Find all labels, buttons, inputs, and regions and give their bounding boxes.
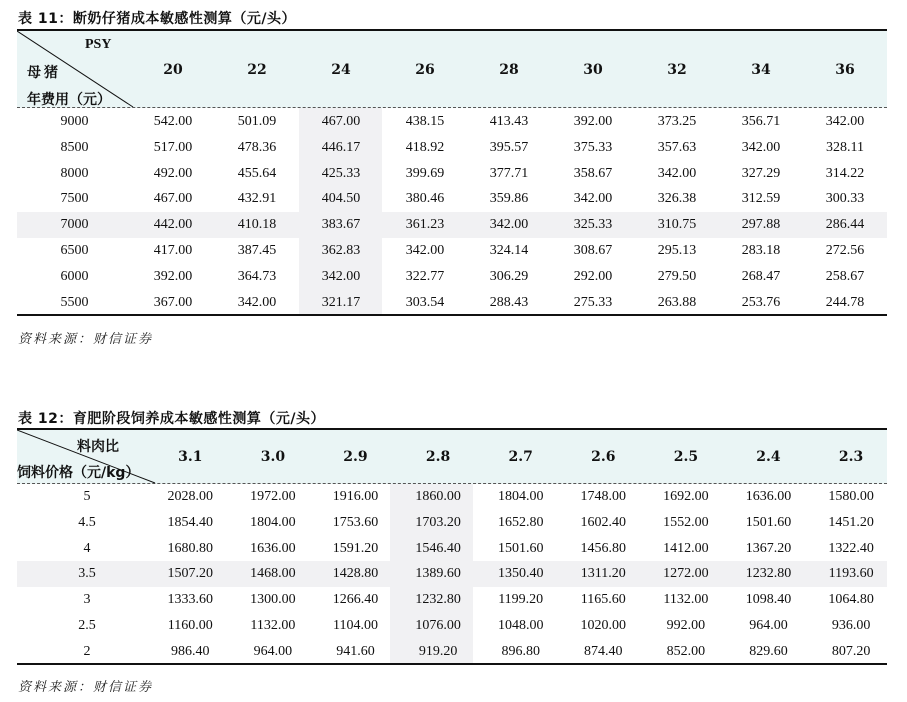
column-header: 36 (835, 62, 855, 78)
table-cell: 367.00 (153, 294, 193, 310)
table-cell: 492.00 (153, 165, 193, 181)
table-row (17, 212, 887, 238)
corner-sow-label: 母猪 (27, 65, 61, 81)
table-cell: 964.00 (253, 643, 293, 659)
table-cell: 326.38 (657, 191, 697, 207)
table-cell: 392.00 (153, 268, 193, 284)
column-header: 2.7 (508, 449, 533, 465)
column-header: 2.9 (343, 449, 368, 465)
table-cell: 1333.60 (167, 592, 214, 608)
table-cell: 292.00 (573, 268, 613, 284)
table-cell: 1350.40 (497, 566, 544, 582)
table-row (17, 264, 887, 290)
table-cell: 1703.20 (415, 514, 461, 530)
column-header: 20 (163, 62, 183, 78)
table-cell: 328.11 (826, 139, 864, 155)
table-cell: 992.00 (666, 618, 706, 633)
table-cell: 310.75 (657, 217, 697, 233)
table-cell: 1232.80 (745, 566, 792, 582)
table-cell: 1322.40 (828, 540, 874, 556)
table-row (17, 161, 887, 187)
table-cell: 501.09 (237, 114, 277, 129)
table-cell: 1132.00 (250, 618, 296, 633)
table-cell: 1602.40 (580, 514, 627, 530)
table-cell: 258.67 (825, 268, 865, 284)
column-header: 2.4 (756, 449, 781, 465)
column-header: 3.0 (260, 449, 286, 465)
table-row (17, 238, 887, 264)
table-cell: 395.57 (489, 139, 529, 155)
corner-feed-ratio-label: 料肉比 (77, 439, 119, 455)
table-cell: 342.00 (825, 114, 865, 129)
table-row (17, 186, 887, 212)
table-cell: 418.92 (405, 139, 445, 155)
table-cell: 542.00 (153, 114, 193, 129)
table-cell: 295.13 (657, 243, 697, 258)
table1-header (17, 29, 887, 108)
table-cell: 362.83 (321, 243, 361, 258)
table-cell: 244.78 (825, 294, 865, 310)
table-cell: 1193.60 (828, 566, 874, 582)
table-cell: 432.91 (237, 191, 277, 207)
table-cell: 1232.80 (415, 592, 461, 608)
table-cell: 1104.00 (332, 618, 378, 633)
table1-bottom-border (17, 314, 887, 316)
row-label: 7000 (60, 217, 89, 233)
row-label: 4.5 (78, 514, 96, 530)
column-header: 2.5 (673, 449, 699, 465)
table-cell: 1804.00 (497, 489, 544, 504)
table-cell: 1389.60 (415, 566, 461, 582)
table-cell: 279.50 (657, 268, 697, 284)
table-row (17, 639, 887, 665)
table-cell: 1636.00 (745, 489, 792, 504)
table-cell: 1546.40 (415, 540, 461, 556)
row-label: 3.5 (78, 566, 96, 582)
corner-cost-label: 年费用（元） (27, 92, 111, 108)
table-cell: 478.36 (237, 139, 277, 155)
table-cell: 356.71 (741, 114, 781, 129)
table-cell: 342.00 (657, 165, 697, 181)
table-cell: 1428.80 (332, 566, 379, 582)
row-label: 2 (83, 643, 91, 659)
row-label: 8000 (60, 165, 89, 181)
table2-caption: 表 12：育肥阶段饲养成本敏感性测算（元/头） (18, 411, 325, 427)
table-cell: 1412.00 (663, 540, 709, 556)
table-cell: 1804.00 (250, 514, 296, 530)
table-cell: 375.33 (573, 139, 613, 155)
table-cell: 377.71 (489, 165, 529, 181)
table-row (17, 561, 887, 587)
table2 (17, 428, 887, 666)
table1-caption: 表 11：断奶仔猪成本敏感性测算（元/头） (18, 11, 296, 27)
table-cell: 342.00 (405, 243, 445, 258)
table-cell: 1652.80 (497, 514, 544, 530)
table-cell: 1367.20 (745, 540, 792, 556)
table-cell: 359.86 (489, 191, 529, 207)
table-cell: 517.00 (153, 139, 193, 155)
table-cell: 941.60 (336, 643, 375, 659)
table-cell: 1456.80 (580, 540, 627, 556)
table-cell: 1199.20 (498, 592, 544, 608)
column-header: 22 (247, 62, 267, 78)
table-cell: 1972.00 (250, 489, 296, 504)
table-cell: 417.00 (153, 243, 193, 258)
table-row (17, 510, 887, 536)
table-cell: 283.18 (741, 243, 781, 258)
table-cell: 467.00 (153, 191, 193, 207)
table-cell: 321.17 (321, 294, 361, 310)
table-cell: 303.54 (405, 294, 445, 310)
table-cell: 1468.00 (250, 566, 296, 582)
table-cell: 1160.00 (167, 618, 213, 633)
table-cell: 1636.00 (250, 540, 296, 556)
table-cell: 383.67 (321, 217, 361, 233)
table-cell: 327.29 (741, 165, 781, 181)
column-header: 3.1 (178, 449, 203, 465)
table-cell: 392.00 (573, 114, 613, 129)
table-cell: 1680.80 (167, 540, 214, 556)
table-cell: 1266.40 (332, 592, 379, 608)
table-cell: 874.40 (584, 643, 623, 659)
row-label: 9000 (60, 114, 89, 129)
table-cell: 272.56 (825, 243, 865, 258)
column-header: 30 (583, 62, 603, 78)
table-cell: 1854.40 (167, 514, 214, 530)
table-cell: 399.69 (405, 165, 445, 181)
table-cell: 322.77 (405, 268, 445, 284)
row-label: 5 (83, 489, 91, 504)
table-cell: 1692.00 (663, 489, 709, 504)
table-cell: 2028.00 (167, 489, 214, 504)
table-cell: 373.25 (657, 114, 697, 129)
table-cell: 852.00 (666, 643, 706, 659)
table-cell: 1098.40 (745, 592, 792, 608)
table-cell: 467.00 (321, 114, 361, 129)
row-label: 2.5 (78, 618, 96, 633)
table-cell: 288.43 (489, 294, 529, 310)
column-header: 26 (415, 62, 435, 78)
table-cell: 1451.20 (828, 514, 874, 530)
table-cell: 936.00 (831, 618, 871, 633)
table-cell: 425.33 (321, 165, 361, 181)
row-label: 5500 (60, 294, 89, 310)
table-cell: 1501.60 (497, 540, 544, 556)
table-cell: 342.00 (321, 268, 361, 284)
table-cell: 314.22 (825, 165, 865, 181)
table-cell: 342.00 (741, 139, 781, 155)
table-cell: 268.47 (741, 268, 781, 284)
table-cell: 964.00 (749, 618, 788, 633)
table-cell: 404.50 (321, 191, 361, 207)
table-cell: 1165.60 (580, 592, 626, 608)
table-cell: 286.44 (825, 217, 865, 233)
table2-source: 资料来源：财信证券 (18, 680, 154, 695)
table-cell: 1591.20 (332, 540, 379, 556)
table-cell: 380.46 (405, 191, 445, 207)
table-cell: 1300.00 (250, 592, 296, 608)
table-cell: 297.88 (741, 217, 781, 233)
column-header: 28 (499, 62, 519, 78)
row-label: 7500 (60, 191, 89, 207)
table-cell: 446.17 (321, 139, 361, 155)
table-cell: 896.80 (501, 643, 540, 659)
table-cell: 1552.00 (663, 514, 709, 530)
table2-header (17, 428, 887, 484)
table-cell: 829.60 (749, 643, 788, 659)
table-cell: 1580.00 (828, 489, 874, 504)
table-cell: 1916.00 (332, 489, 379, 504)
table-cell: 342.00 (237, 294, 277, 310)
table-cell: 1748.00 (580, 489, 627, 504)
table-cell: 410.18 (237, 217, 277, 233)
table-cell: 387.45 (237, 243, 277, 258)
table-row (17, 290, 887, 316)
table-cell: 357.63 (657, 139, 697, 155)
table-cell: 1753.60 (332, 514, 379, 530)
table-cell: 300.33 (825, 191, 865, 207)
table-cell: 361.23 (405, 217, 445, 233)
table-cell: 275.33 (573, 294, 613, 310)
table-cell: 442.00 (153, 217, 193, 233)
table-cell: 1311.20 (580, 566, 626, 582)
table-cell: 312.59 (741, 191, 781, 207)
column-header: 32 (667, 62, 687, 78)
table-cell: 325.33 (573, 217, 613, 233)
table-row (17, 135, 887, 161)
column-header: 2.3 (838, 449, 864, 465)
table-cell: 308.67 (573, 243, 613, 258)
row-label: 3 (83, 592, 91, 608)
table-cell: 986.40 (171, 643, 210, 659)
table-cell: 324.14 (489, 243, 529, 258)
table-row (17, 587, 887, 613)
table-cell: 438.15 (405, 114, 445, 129)
table2-bottom-border (17, 663, 887, 665)
column-header: 34 (751, 62, 771, 78)
table-cell: 306.29 (489, 268, 529, 284)
row-label: 6500 (60, 243, 89, 258)
row-label: 8500 (60, 139, 89, 155)
row-label: 6000 (60, 268, 89, 284)
table-cell: 919.20 (418, 643, 458, 659)
table-cell: 1501.60 (745, 514, 792, 530)
table-cell: 1507.20 (167, 566, 214, 582)
table-cell: 1860.00 (415, 489, 461, 504)
column-header: 24 (331, 62, 351, 78)
column-header: 2.8 (425, 449, 451, 465)
table-cell: 1064.80 (828, 592, 874, 608)
row-label: 4 (83, 540, 91, 556)
table-cell: 1272.00 (663, 566, 709, 582)
table-cell: 364.73 (237, 268, 277, 284)
table-cell: 413.43 (489, 114, 529, 129)
table-row (17, 109, 887, 135)
table-cell: 1020.00 (580, 618, 627, 633)
column-header: 2.6 (591, 449, 616, 465)
table-row (17, 613, 887, 639)
table-row (17, 484, 887, 510)
table-cell: 455.64 (237, 165, 277, 181)
table-cell: 263.88 (657, 294, 697, 310)
corner-psy-label: PSY (85, 37, 112, 52)
table-cell: 342.00 (573, 191, 613, 207)
table-cell: 807.20 (831, 643, 871, 659)
table-cell: 1132.00 (663, 592, 709, 608)
table-cell: 1076.00 (415, 618, 461, 633)
table-cell: 1048.00 (497, 618, 544, 633)
table1 (17, 29, 887, 317)
table-cell: 358.67 (573, 165, 613, 181)
table-cell: 253.76 (741, 294, 781, 310)
table1-source: 资料来源：财信证券 (18, 332, 154, 347)
table-cell: 342.00 (489, 217, 529, 233)
corner-feed-price-label: 饲料价格（元/kg） (17, 465, 140, 481)
table-row (17, 536, 887, 562)
